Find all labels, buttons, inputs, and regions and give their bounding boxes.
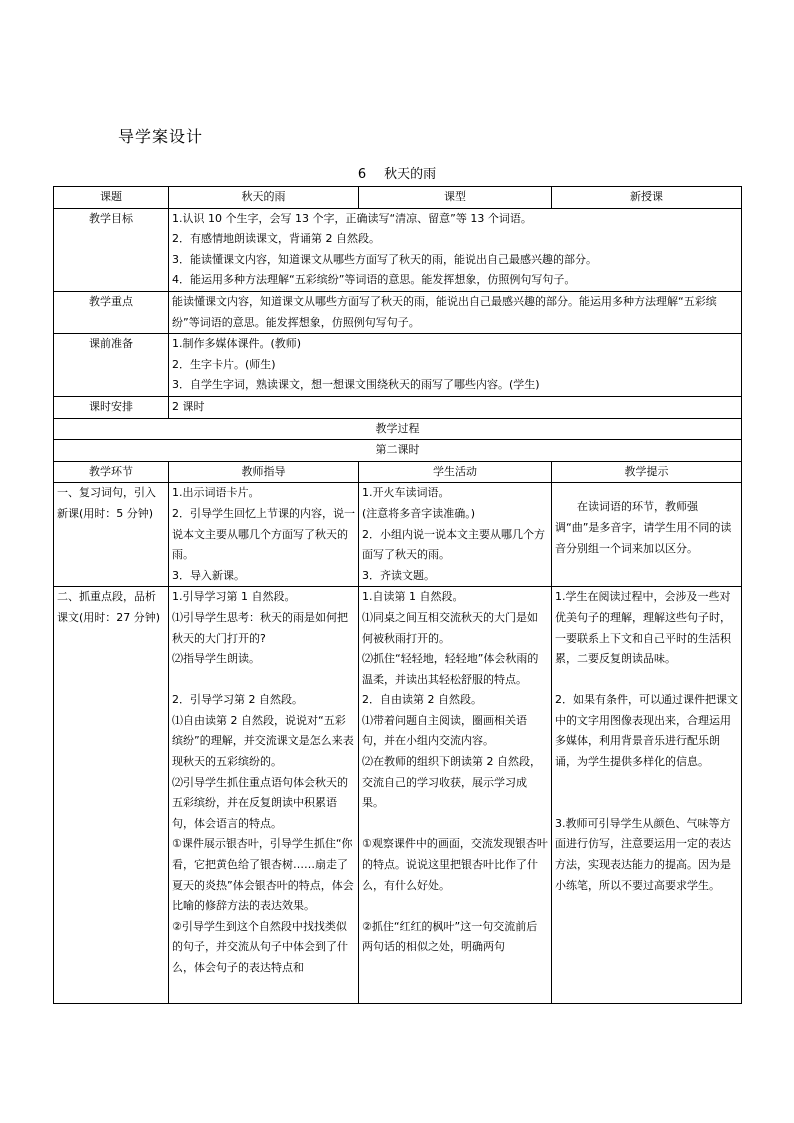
student-step: ⑴带着问题自主阅读，圈画相关语句，并在小组内交流内容。 bbox=[362, 713, 527, 748]
prep-row bbox=[54, 334, 742, 397]
student-step: ⑵在教师的组织下朗读第 2 自然段，交流自己的学习收获，展示学习成果。 bbox=[362, 755, 541, 810]
teacher-step: 2．引导学习第 2 自然段。 bbox=[172, 693, 303, 707]
student-step: 1.开火车读词语。 bbox=[362, 486, 450, 500]
teacher-step: 1.出示词语卡片。 bbox=[172, 486, 260, 500]
blank-line bbox=[362, 896, 548, 917]
goal-item: 1.认识 10 个生字，会写 13 个字，正确读写“清凉、留意”等 13 个词语。 bbox=[172, 211, 532, 225]
student-cell bbox=[359, 483, 552, 587]
header-tips: 教学提示 bbox=[552, 461, 742, 483]
student-step: 1.自读第 1 自然段。 bbox=[362, 590, 464, 604]
process-row-2 bbox=[54, 587, 742, 1004]
prep-cell bbox=[169, 334, 742, 397]
student-step: ⑴同桌之间互相交流秋天的大门是如何被秋雨打开的。 bbox=[362, 610, 538, 645]
teacher-step: 1.引导学习第 1 自然段。 bbox=[172, 590, 296, 604]
student-cell bbox=[359, 587, 552, 1004]
teacher-step: 3．导入新课。 bbox=[172, 568, 245, 582]
teacher-step: ②引导学生到这个自然段中找找类似的句子，并交流从句子中体会到了什么，体会句子的表达特点和 bbox=[172, 919, 348, 974]
goal-item: 2．有感情地朗读课文，背诵第 2 自然段。 bbox=[172, 232, 380, 246]
prep-item: 1.制作多媒体课件。(教师) bbox=[172, 337, 302, 351]
blank-line bbox=[555, 670, 738, 691]
prep-label: 课前准备 bbox=[54, 334, 169, 397]
blank-line bbox=[362, 814, 548, 835]
lesson-plan-table bbox=[53, 186, 742, 1004]
period-row bbox=[54, 440, 742, 462]
student-step: (注意将多音字读准确。) bbox=[362, 506, 476, 520]
key-text: 能读懂课文内容，知道课文从哪些方面写了秋天的雨，能说出自己最感兴趣的部分。能运用多种方法理解“五彩缤纷”等词语的意思。能发挥想象，仿照例句写句子。 bbox=[169, 291, 742, 333]
header-stage: 教学环节 bbox=[54, 461, 169, 483]
tip-text: 2．如果有条件，可以通过课件把课文中的文字用图像表现出来，合理运用多媒体，利用背景音乐进行配乐朗诵，为学生提供多样化的信息。 bbox=[555, 693, 738, 769]
process-title-row bbox=[54, 418, 742, 440]
document-title: 导学案设计 bbox=[118, 127, 204, 146]
stage-cell: 一、复习词句，引入新课(用时：5 分钟) bbox=[54, 483, 169, 587]
process-row-1 bbox=[54, 483, 742, 587]
teacher-cell bbox=[169, 483, 359, 587]
type-value: 新授课 bbox=[552, 187, 742, 209]
topic-value: 秋天的雨 bbox=[169, 187, 359, 209]
topic-row bbox=[54, 187, 742, 209]
blank-line bbox=[555, 793, 738, 814]
teacher-step: ①课件展示银杏叶，引导学生抓住“你看，它把黄色给了银杏树……扇走了夏天的炎热”体会银杏叶的特点，体会比喻的修辞方法的表达效果。 bbox=[172, 837, 354, 913]
tips-cell bbox=[552, 587, 742, 1004]
schedule-row bbox=[54, 396, 742, 418]
schedule-value: 2 课时 bbox=[169, 396, 742, 418]
student-step: ①观察课件中的画面，交流发现银杏叶的特点。说说这里把银杏叶比作了什么，有什么好处。 bbox=[362, 837, 548, 892]
lesson-name: 秋天的雨 bbox=[384, 167, 437, 182]
prep-item: 3．自学生字词，熟读课文，想一想课文围绕秋天的雨写了哪些内容。(学生) bbox=[172, 378, 540, 392]
goal-item: 4．能运用多种方法理解“五彩缤纷”等词语的意思。能发挥想象，仿照例句写句子。 bbox=[172, 273, 576, 287]
lesson-number: 6 bbox=[357, 167, 367, 182]
blank-line bbox=[172, 670, 355, 691]
tip-text: 1.学生在阅读过程中，会涉及一些对优美句子的理解，理解这些句子时，一要联系上下文和自己平时的生活积累，二要反复朗读品味。 bbox=[555, 590, 731, 666]
student-step: 2．自由读第 2 自然段。 bbox=[362, 693, 482, 707]
student-step: ⑵抓住“轻轻地，轻轻地”体会秋雨的温柔，并读出其轻松舒服的特点。 bbox=[362, 652, 539, 686]
prep-item: 2．生字卡片。(师生) bbox=[172, 357, 276, 371]
tip-text: 在读词语的环节，教师强调“曲”是多音字，请学生用不同的读音分别组一个词来加以区分。 bbox=[555, 500, 732, 555]
teacher-step: 2．引导学生回忆上节课的内容，说一说本文主要从哪几个方面写了秋天的雨。 bbox=[172, 506, 355, 562]
stage-cell: 二、抓重点段，品析课文(用时：27 分钟) bbox=[54, 587, 169, 1004]
header-student: 学生活动 bbox=[359, 461, 552, 483]
goals-label: 教学目标 bbox=[54, 208, 169, 291]
type-label: 课型 bbox=[359, 187, 552, 209]
period-title: 第二课时 bbox=[54, 440, 742, 462]
teacher-step: ⑴引导学生思考：秋天的雨是如何把秋天的大门打开的? bbox=[172, 610, 348, 645]
lesson-title bbox=[0, 163, 794, 182]
schedule-label: 课时安排 bbox=[54, 396, 169, 418]
goals-row bbox=[54, 208, 742, 291]
blank-line bbox=[555, 773, 738, 794]
process-header-row bbox=[54, 461, 742, 483]
tip-text: 3.教师可引导学生从颜色、气味等方面进行仿写，注意要运用一定的表达方法，实现表达能力的提高。因为是小练笔，所以不要过高要求学生。 bbox=[555, 816, 731, 892]
header-teacher: 教师指导 bbox=[169, 461, 359, 483]
key-label: 教学重点 bbox=[54, 291, 169, 333]
teacher-step: ⑴自由读第 2 自然段，说说对“五彩缤纷”的理解，并交流课文是怎么来表现秋天的五彩缤纷的。 bbox=[172, 713, 354, 769]
teacher-cell bbox=[169, 587, 359, 1004]
student-step: ②抓住“红红的枫叶”这一句交流前后两句话的相似之处，明确两句 bbox=[362, 919, 538, 954]
student-step: 3．齐读文题。 bbox=[362, 568, 435, 582]
tips-cell bbox=[552, 483, 742, 587]
teacher-step: ⑵指导学生朗读。 bbox=[172, 652, 260, 666]
process-title: 教学过程 bbox=[54, 418, 742, 440]
goals-cell bbox=[169, 208, 742, 291]
goal-item: 3．能读懂课文内容，知道课文从哪些方面写了秋天的雨，能说出自己最感兴趣的部分。 bbox=[172, 252, 597, 266]
topic-label: 课题 bbox=[54, 187, 169, 209]
key-row bbox=[54, 291, 742, 333]
teacher-step: ⑵引导学生抓住重点语句体会秋天的五彩缤纷，并在反复朗读中积累语句，体会语言的特点。 bbox=[172, 775, 348, 830]
student-step: 2．小组内说一说本文主要从哪几个方面写了秋天的雨。 bbox=[362, 527, 545, 562]
